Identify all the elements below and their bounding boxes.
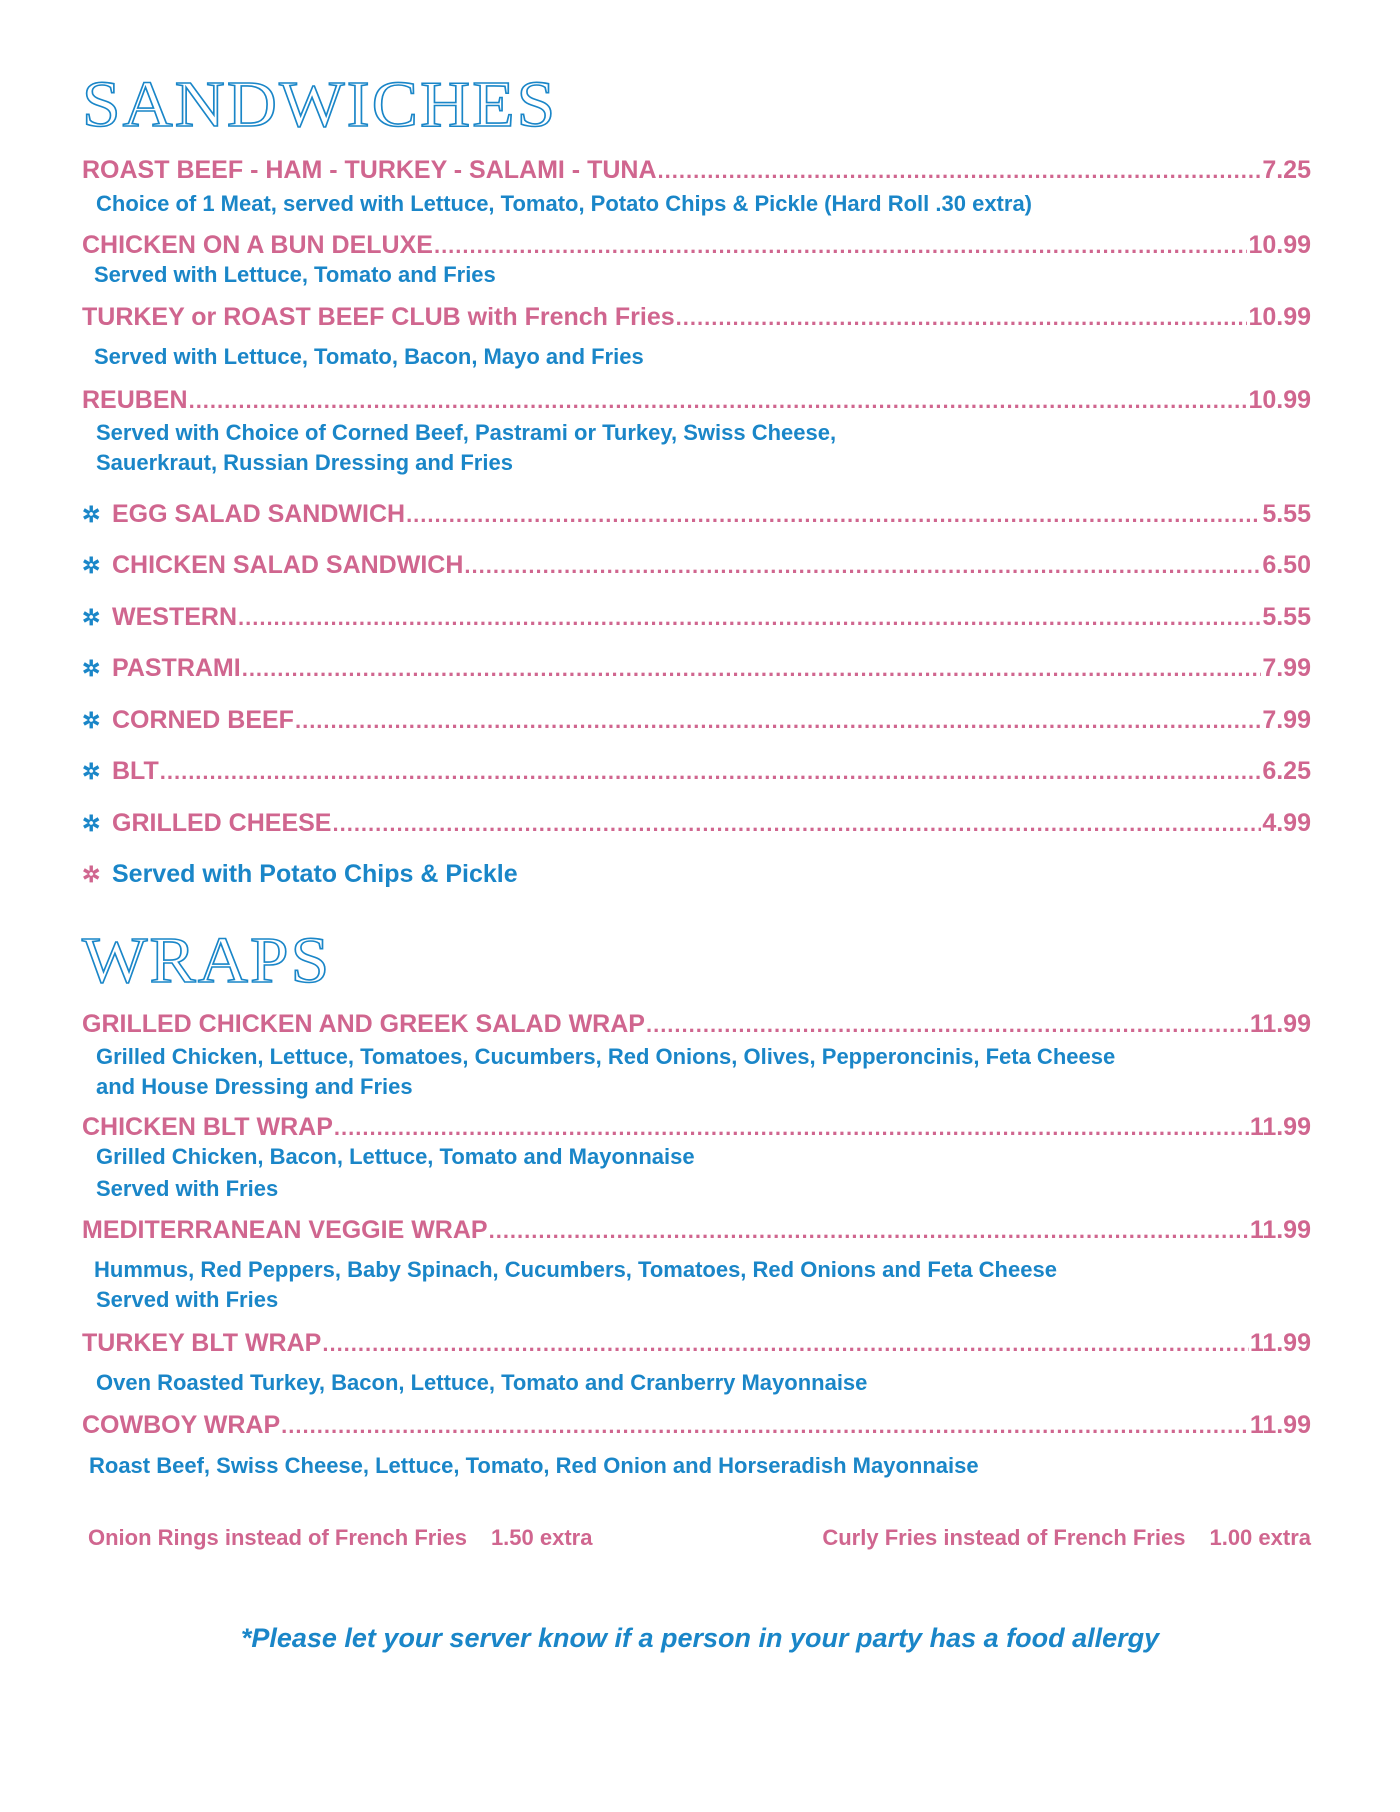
item-price: 11.99 bbox=[1249, 1329, 1311, 1357]
menu-item bbox=[82, 385, 1311, 416]
extra-amount: 1.50 extra bbox=[490, 1525, 593, 1550]
menu-item bbox=[82, 653, 1311, 684]
menu-item bbox=[82, 808, 1311, 839]
menu-item bbox=[82, 1215, 1311, 1246]
item-name: MEDITERRANEAN VEGGIE WRAP bbox=[82, 1216, 488, 1244]
leader-dots bbox=[281, 1411, 1249, 1441]
item-name: TURKEY or ROAST BEEF CLUB with French Fries bbox=[82, 303, 675, 331]
menu-item bbox=[82, 1009, 1311, 1040]
menu-item bbox=[82, 550, 1311, 581]
item-description: Grilled Chicken, Lettuce, Tomatoes, Cucumbers, Red Onions, Olives, Pepperoncinis, Feta Cheese bbox=[96, 1044, 1116, 1069]
leader-dots bbox=[464, 551, 1261, 581]
extra-amount: 1.00 extra bbox=[1209, 1525, 1311, 1550]
leader-dots bbox=[434, 231, 1247, 261]
item-name: CHICKEN BLT WRAP bbox=[82, 1113, 333, 1141]
flower-icon: ✲ bbox=[82, 811, 101, 836]
menu-item bbox=[82, 302, 1311, 333]
item-name: CHICKEN SALAD SANDWICH bbox=[112, 551, 464, 579]
leader-dots bbox=[322, 1329, 1248, 1359]
flower-icon: ✲ bbox=[82, 605, 101, 630]
item-price: 10.99 bbox=[1248, 231, 1311, 259]
flower-icon: ✲ bbox=[82, 502, 101, 527]
item-description: Served with Lettuce, Tomato and Fries bbox=[94, 262, 496, 287]
item-price: 6.50 bbox=[1262, 551, 1311, 579]
item-description: Served with Lettuce, Tomato, Bacon, Mayo and Fries bbox=[94, 344, 644, 369]
menu-item bbox=[82, 1112, 1311, 1143]
item-price: 5.55 bbox=[1262, 603, 1311, 631]
item-price: 10.99 bbox=[1248, 303, 1311, 331]
extra-option-curly-fries bbox=[822, 1523, 1311, 1553]
item-price: 7.25 bbox=[1262, 156, 1311, 184]
leader-dots bbox=[334, 1113, 1249, 1143]
item-price: 11.99 bbox=[1249, 1411, 1311, 1439]
flower-icon: ✲ bbox=[82, 656, 101, 681]
item-name: PASTRAMI bbox=[112, 654, 241, 682]
leader-dots bbox=[646, 1010, 1249, 1040]
leader-dots bbox=[489, 1216, 1249, 1246]
item-price: 7.99 bbox=[1262, 654, 1311, 682]
item-price: 4.99 bbox=[1262, 809, 1311, 837]
sandwich-side-note: ✲ Served with Potato Chips & Pickle bbox=[82, 860, 518, 888]
menu-item bbox=[82, 230, 1311, 261]
leader-dots bbox=[189, 386, 1248, 416]
extra-option-onion-rings bbox=[88, 1523, 592, 1553]
item-name: CORNED BEEF bbox=[112, 706, 294, 734]
leader-dots bbox=[242, 654, 1262, 684]
extra-label: Curly Fries instead of French Fries bbox=[822, 1525, 1186, 1550]
extra-label: Onion Rings instead of French Fries bbox=[88, 1525, 467, 1550]
menu-item bbox=[82, 1328, 1311, 1359]
leader-dots bbox=[676, 303, 1248, 333]
item-name: WESTERN bbox=[112, 603, 237, 631]
item-description: Served with Fries bbox=[96, 1176, 279, 1201]
item-description: Grilled Chicken, Bacon, Lettuce, Tomato and Mayonnaise bbox=[96, 1144, 695, 1169]
item-description: Oven Roasted Turkey, Bacon, Lettuce, Tomato and Cranberry Mayonnaise bbox=[96, 1370, 868, 1395]
flower-icon: ✲ bbox=[82, 708, 101, 733]
item-price: 11.99 bbox=[1249, 1010, 1311, 1038]
item-price: 11.99 bbox=[1249, 1216, 1311, 1244]
menu-item bbox=[82, 756, 1311, 787]
menu-item bbox=[82, 705, 1311, 736]
item-price: 6.25 bbox=[1262, 757, 1311, 785]
item-name: REUBEN bbox=[82, 386, 188, 414]
item-description: Served with Choice of Corned Beef, Pastrami or Turkey, Swiss Cheese, bbox=[96, 420, 837, 445]
item-price: 11.99 bbox=[1249, 1113, 1311, 1141]
item-description: Roast Beef, Swiss Cheese, Lettuce, Tomato, Red Onion and Horseradish Mayonnaise bbox=[89, 1453, 979, 1478]
menu-item bbox=[82, 602, 1311, 633]
item-price: 10.99 bbox=[1248, 386, 1311, 414]
leader-dots bbox=[160, 757, 1262, 787]
item-name: COWBOY WRAP bbox=[82, 1411, 281, 1439]
menu-item bbox=[82, 1410, 1311, 1441]
item-name: TURKEY BLT WRAP bbox=[82, 1329, 322, 1357]
item-description: and House Dressing and Fries bbox=[96, 1074, 413, 1099]
item-name: CHICKEN ON A BUN DELUXE bbox=[82, 231, 433, 259]
item-price: 7.99 bbox=[1262, 706, 1311, 734]
item-name: ROAST BEEF - HAM - TURKEY - SALAMI - TUNA bbox=[82, 156, 657, 184]
item-description: Choice of 1 Meat, served with Lettuce, Tomato, Potato Chips & Pickle (Hard Roll .30 extra) bbox=[96, 191, 1033, 216]
leader-dots bbox=[238, 603, 1261, 633]
item-name: GRILLED CHEESE bbox=[112, 809, 332, 837]
allergy-note: *Please let your server know if a person in your party has a food allergy bbox=[240, 1623, 1160, 1653]
item-name: EGG SALAD SANDWICH bbox=[112, 500, 406, 528]
menu-item bbox=[82, 499, 1311, 530]
item-description: Served with Fries bbox=[96, 1287, 279, 1312]
item-description: Sauerkraut, Russian Dressing and Fries bbox=[96, 450, 513, 475]
flower-icon: ✲ bbox=[82, 553, 101, 578]
item-price: 5.55 bbox=[1262, 500, 1311, 528]
leader-dots bbox=[295, 706, 1261, 736]
sandwiches-heading: SANDWICHES bbox=[82, 68, 558, 141]
wraps-heading: WRAPS bbox=[82, 924, 332, 997]
item-name: GRILLED CHICKEN AND GREEK SALAD WRAP bbox=[82, 1010, 645, 1038]
item-description: Hummus, Red Peppers, Baby Spinach, Cucumbers, Tomatoes, Red Onions and Feta Cheese bbox=[94, 1257, 1057, 1282]
menu-item bbox=[82, 155, 1311, 186]
leader-dots bbox=[658, 156, 1262, 186]
leader-dots bbox=[332, 809, 1261, 839]
item-name: BLT bbox=[112, 757, 159, 785]
flower-icon: ✲ bbox=[82, 759, 101, 784]
flower-icon: ✲ bbox=[82, 862, 101, 887]
leader-dots bbox=[406, 500, 1261, 530]
